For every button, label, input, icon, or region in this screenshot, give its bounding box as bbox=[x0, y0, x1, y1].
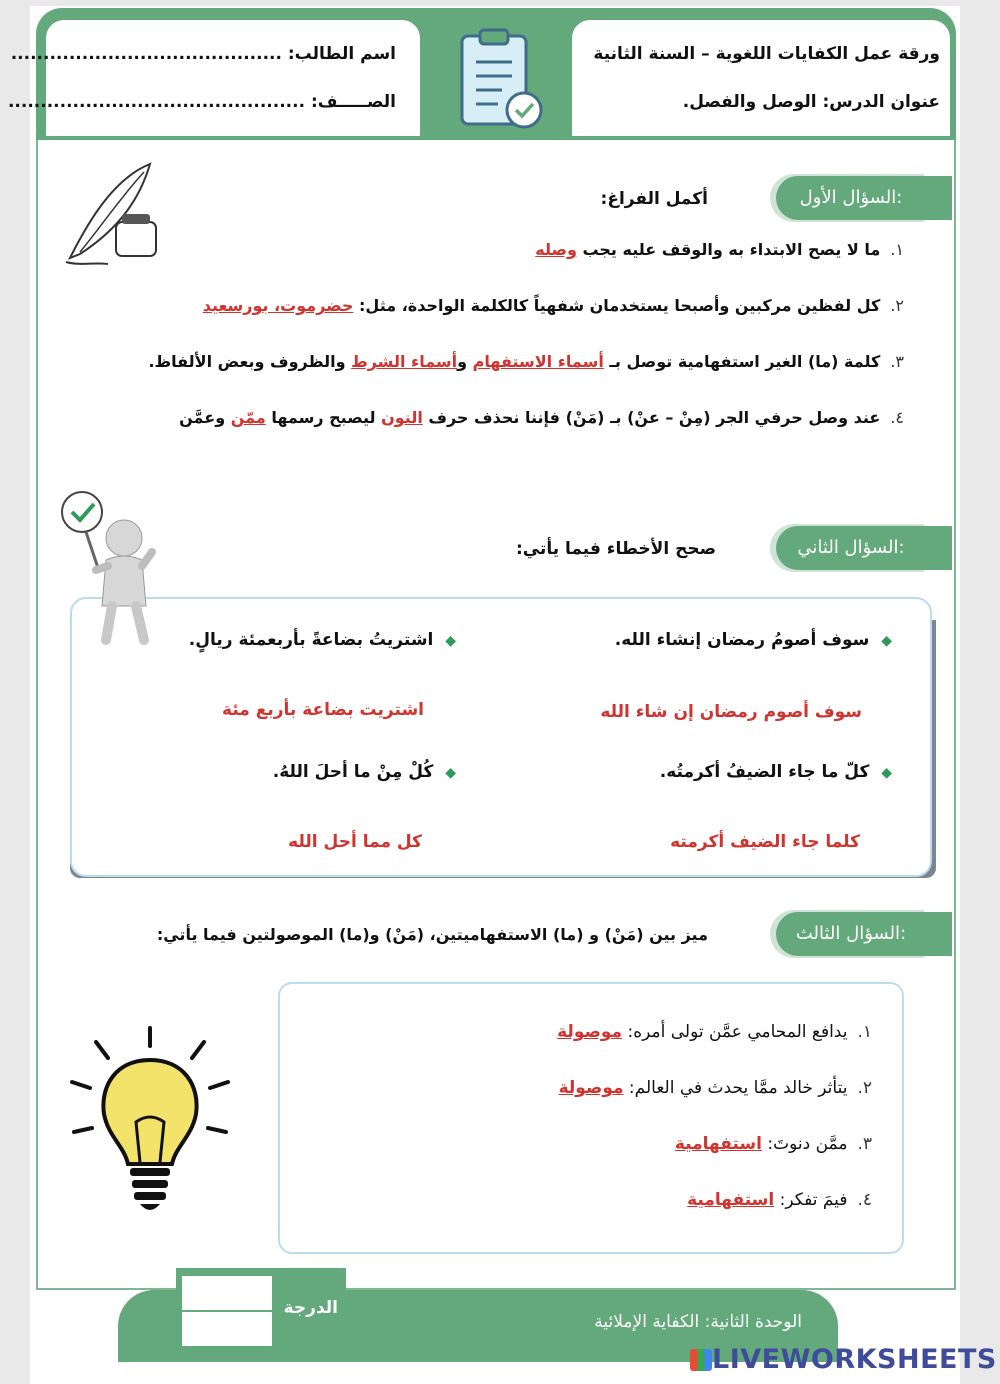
q1-tab-bar bbox=[926, 176, 952, 220]
q3-item-1 bbox=[557, 1022, 872, 1042]
q3-item-text: ممَّن دنوتَ: bbox=[761, 1134, 848, 1154]
watermark-logo-icon bbox=[690, 1349, 712, 1371]
q2-correct-3[interactable]: كلما جاء الضيف أكرمته bbox=[670, 832, 860, 852]
student-info-panel bbox=[46, 20, 420, 136]
grade-cell-bottom[interactable] bbox=[182, 1312, 272, 1346]
q1-item-text: كل لفظين مركبين وأصبحا يستخدمان شفهياً كالكلمة الواحدة، مثل: bbox=[353, 296, 881, 315]
q3-item-number: ٢. bbox=[857, 1078, 872, 1098]
watermark bbox=[690, 1344, 997, 1375]
q1-tab: السؤال الأول: bbox=[776, 176, 926, 220]
q2-wrong-2 bbox=[189, 630, 456, 650]
title-panel bbox=[572, 20, 950, 136]
q1-answer[interactable]: حضرموت، بورسعيد bbox=[202, 296, 354, 315]
bullet-icon: ◆ bbox=[881, 765, 892, 781]
q1-item-number: ١. bbox=[890, 240, 904, 259]
q2-tab: السؤال الثاني: bbox=[776, 526, 926, 570]
q1-answer[interactable]: وصله bbox=[535, 240, 577, 259]
q2-correct-4[interactable]: كل مما أحل الله bbox=[288, 832, 422, 852]
q1-item-text: و bbox=[457, 352, 473, 371]
q1-item-text: عند وصل حرفي الجر (مِنْ – عنْ) بـ (مَنْ) فإننا نحذف حرف bbox=[422, 408, 881, 427]
q1-item-1 bbox=[535, 240, 904, 259]
q1-item-number: ٤. bbox=[890, 408, 904, 427]
q2-prompt: صحح الأخطاء فيما يأتي: bbox=[515, 539, 716, 559]
figure-checkmark-sign-icon bbox=[56, 490, 166, 646]
q3-answer[interactable]: موصولة bbox=[558, 1078, 624, 1098]
q3-answer[interactable]: استفهامية bbox=[687, 1190, 775, 1210]
q2-wrong-1 bbox=[615, 630, 892, 650]
bullet-icon: ◆ bbox=[445, 765, 456, 781]
class-field[interactable]: الصـــــف: .............................................. bbox=[7, 92, 396, 112]
q1-answer[interactable]: النون bbox=[381, 408, 423, 427]
q3-item-4 bbox=[687, 1190, 872, 1210]
watermark-text: LIVEWORKSHEETS bbox=[712, 1344, 997, 1375]
q3-tab-bar bbox=[926, 912, 952, 956]
q1-item-4 bbox=[179, 408, 904, 427]
lightbulb-icon bbox=[66, 1024, 234, 1220]
bullet-icon: ◆ bbox=[881, 633, 892, 649]
student-name-field[interactable]: اسم الطالب: .......................................... bbox=[10, 44, 396, 64]
q3-item-number: ٤. bbox=[857, 1190, 872, 1210]
worksheet-title: ورقة عمل الكفايات اللغوية – السنة الثانية bbox=[593, 44, 940, 64]
q2-correct-1[interactable]: سوف أصوم رمضان إن شاء الله bbox=[600, 702, 862, 722]
q3-item-number: ١. bbox=[857, 1022, 872, 1042]
q3-answer[interactable]: موصولة bbox=[557, 1022, 623, 1042]
q3-prompt: ميز بين (مَنْ) و (ما) الاستفهاميتين، (مَنْ) و(ما) الموصولتين فيما يأتي: bbox=[156, 925, 708, 944]
q1-item-number: ٣. bbox=[890, 352, 904, 371]
q1-item-3 bbox=[148, 352, 904, 371]
q1-prompt: أكمل الفراغ: bbox=[600, 189, 708, 209]
q1-item-text: والظروف وبعض الألفاظ. bbox=[148, 352, 352, 371]
quill-inkpot-icon bbox=[60, 158, 170, 270]
q2-wrong-text: اشتريتُ بضاعةً بأربعمئة ريالٍ. bbox=[188, 630, 434, 650]
q3-tab: السؤال الثالث: bbox=[776, 912, 926, 956]
grade-label: الدرجة bbox=[283, 1298, 338, 1318]
q1-item-text: وعمَّن bbox=[179, 408, 231, 427]
grade-cell-top[interactable] bbox=[182, 1276, 272, 1310]
unit-label: الوحدة الثانية: الكفاية الإملائية bbox=[594, 1312, 802, 1332]
q2-tab-bar bbox=[926, 526, 952, 570]
q2-wrong-text: كلّ ما جاء الضيفُ أكرمتُه. bbox=[659, 762, 870, 782]
q1-answer[interactable]: أسماء الشرط bbox=[351, 352, 458, 371]
q3-item-text: يدافع المحامي عمَّن تولى أمره: bbox=[622, 1022, 848, 1042]
q3-item-2 bbox=[559, 1078, 872, 1098]
q2-wrong-4 bbox=[273, 762, 456, 782]
q3-item-text: يتأثر خالد ممَّا يحدث في العالم: bbox=[623, 1078, 848, 1098]
q3-item-text: فيمَ تفكر: bbox=[774, 1190, 848, 1210]
q2-wrong-text: كُلْ مِنْ ما أحلَ اللهُ. bbox=[272, 762, 434, 782]
q2-wrong-3 bbox=[660, 762, 892, 782]
q1-answer[interactable]: ممّن bbox=[230, 408, 266, 427]
q3-item-3 bbox=[675, 1134, 872, 1154]
clipboard-check-icon bbox=[456, 26, 550, 134]
q1-item-number: ٢. bbox=[890, 296, 904, 315]
q1-item-text: كلمة (ما) الغير استفهامية توصل بـ bbox=[603, 352, 881, 371]
q2-wrong-text: سوف أصومُ رمضان إنشاء الله. bbox=[614, 630, 870, 650]
q3-answer[interactable]: استفهامية bbox=[674, 1134, 762, 1154]
q1-item-text: ليصبح رسمها bbox=[265, 408, 382, 427]
lesson-title: عنوان الدرس: الوصل والفصل. bbox=[682, 92, 940, 112]
q1-item-2 bbox=[203, 296, 904, 315]
q3-item-number: ٣. bbox=[857, 1134, 872, 1154]
q1-item-text: ما لا يصح الابتداء به والوقف عليه يجب bbox=[576, 240, 881, 259]
q1-answer[interactable]: أسماء الاستفهام bbox=[472, 352, 604, 371]
bullet-icon: ◆ bbox=[445, 633, 456, 649]
q2-correct-2[interactable]: اشتريت بضاعة بأربع مئة bbox=[222, 700, 424, 720]
